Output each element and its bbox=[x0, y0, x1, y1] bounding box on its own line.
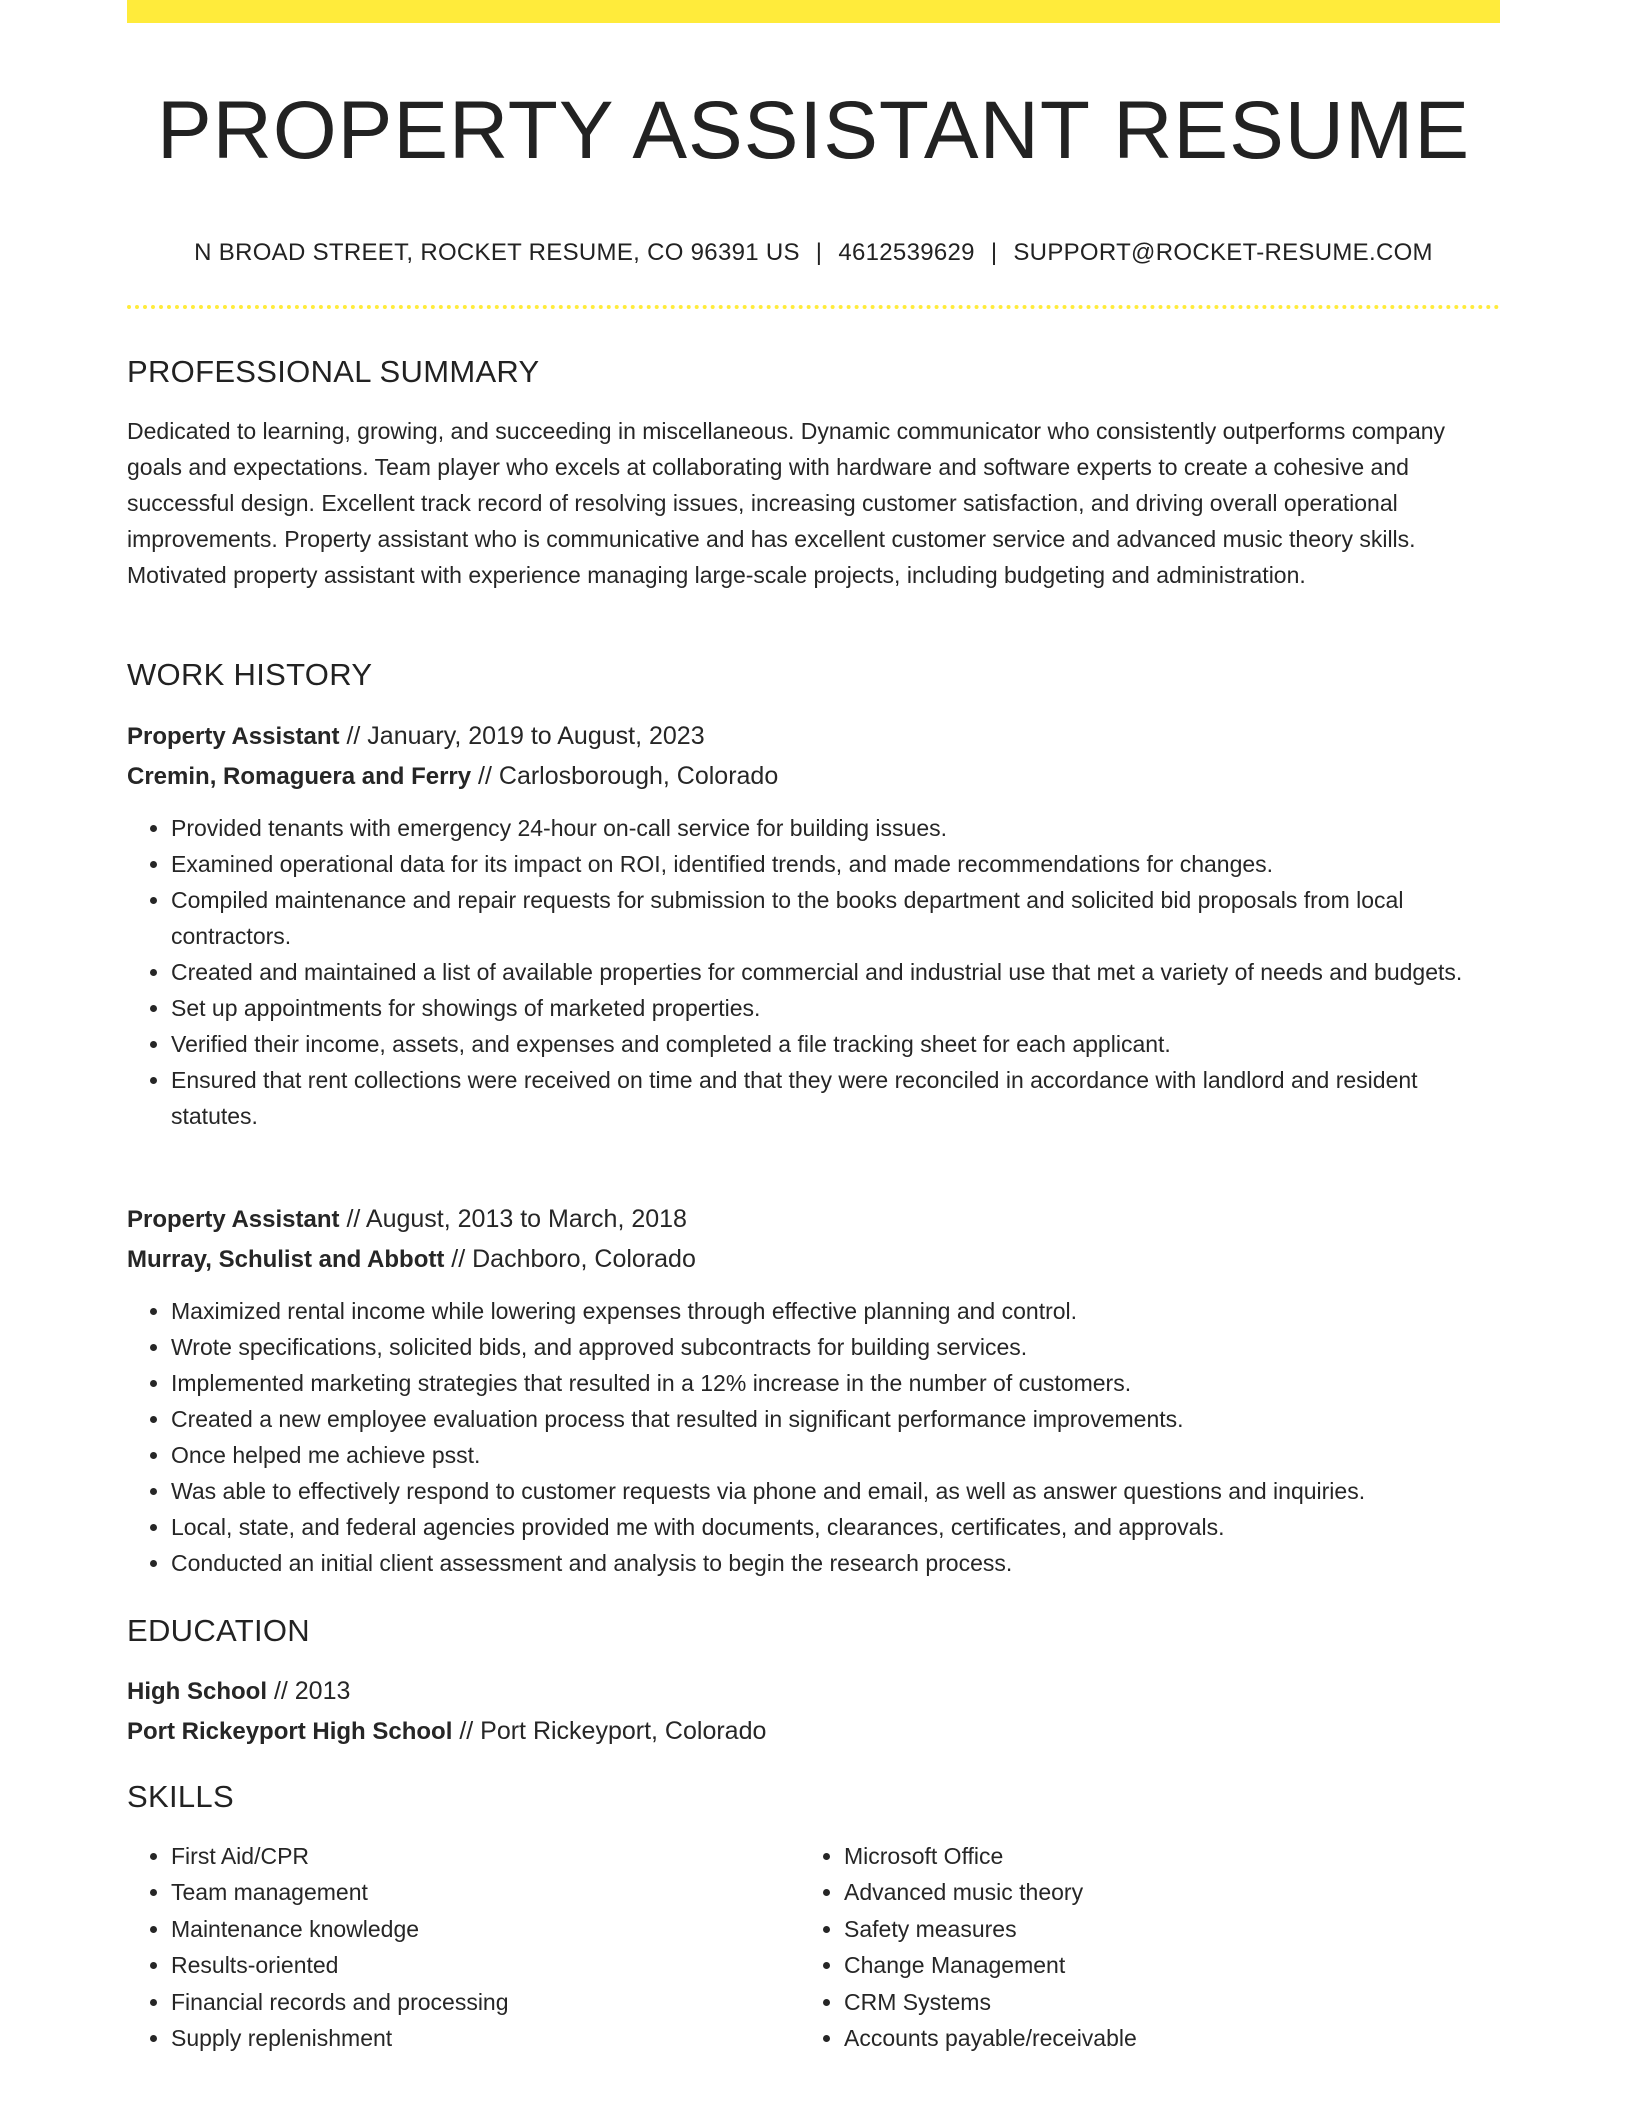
list-item: • Maximized rental income while lowering expenses through effective planning and control. bbox=[171, 1293, 1500, 1329]
list-item: • Verified their income, assets, and expenses and completed a file tracking sheet for each applicant. bbox=[171, 1026, 1500, 1062]
list-item: • Set up appointments for showings of marketed properties. bbox=[171, 990, 1500, 1026]
job-title: Property Assistant bbox=[127, 1206, 340, 1233]
list-item: • Examined operational data for its impact on ROI, identified trends, and made recommendations for changes. bbox=[171, 846, 1500, 882]
skill-item: • Advanced music theory bbox=[844, 1874, 1460, 1910]
education-school-line bbox=[127, 1711, 766, 1752]
contact-separator: | bbox=[990, 239, 998, 266]
resume-page bbox=[127, 0, 1500, 2052]
list-item: • Local, state, and federal agencies provided me with documents, clearances, certificates, and approvals. bbox=[171, 1509, 1500, 1545]
skill-item: • Safety measures bbox=[844, 1911, 1460, 1947]
contact-separator: | bbox=[815, 239, 823, 266]
job-title-line bbox=[127, 1199, 687, 1240]
education-location: // Port Rickeyport, Colorado bbox=[452, 1717, 767, 1745]
job-dates: // August, 2013 to March, 2018 bbox=[339, 1205, 687, 1233]
education-degree: High School bbox=[127, 1678, 267, 1705]
skill-item: • Accounts payable/receivable bbox=[844, 2020, 1460, 2056]
job-bullets bbox=[127, 810, 1500, 1134]
dotted-divider bbox=[127, 305, 1500, 309]
list-item: • Created and maintained a list of available properties for commercial and industrial use that met a variety of needs and budgets. bbox=[171, 954, 1500, 990]
skills-heading: SKILLS bbox=[127, 1779, 234, 1814]
job-company-line bbox=[127, 756, 778, 797]
job-title-line bbox=[127, 716, 705, 757]
contact-email: SUPPORT@ROCKET-RESUME.COM bbox=[1013, 239, 1433, 266]
resume-title: PROPERTY ASSISTANT RESUME bbox=[156, 85, 1471, 176]
job-location: // Dachboro, Colorado bbox=[444, 1245, 696, 1273]
list-item: • Once helped me achieve psst. bbox=[171, 1437, 1500, 1473]
list-item: • Wrote specifications, solicited bids, and approved subcontracts for building services. bbox=[171, 1329, 1500, 1365]
skill-item: • Supply replenishment bbox=[171, 2020, 787, 2056]
education-year: // 2013 bbox=[267, 1677, 351, 1705]
skills-list-right bbox=[800, 1838, 1460, 2056]
work-history-heading: WORK HISTORY bbox=[127, 657, 373, 692]
job-company: Cremin, Romaguera and Ferry bbox=[127, 763, 472, 790]
job-title: Property Assistant bbox=[127, 723, 340, 750]
skill-item: • Microsoft Office bbox=[844, 1838, 1460, 1874]
contact-phone: 4612539629 bbox=[838, 239, 975, 266]
job-dates: // January, 2019 to August, 2023 bbox=[339, 722, 705, 750]
skills-list-left bbox=[127, 1838, 787, 2056]
skill-item: • First Aid/CPR bbox=[171, 1838, 787, 1874]
skill-item: • CRM Systems bbox=[844, 1984, 1460, 2020]
skill-item: • Maintenance knowledge bbox=[171, 1911, 787, 1947]
list-item: • Created a new employee evaluation process that resulted in significant performance improvements. bbox=[171, 1401, 1500, 1437]
skill-item: • Change Management bbox=[844, 1947, 1460, 1983]
job-bullets bbox=[127, 1293, 1500, 1581]
skill-item: • Team management bbox=[171, 1874, 787, 1910]
education-degree-line bbox=[127, 1671, 350, 1712]
job-location: // Carlosborough, Colorado bbox=[471, 762, 779, 790]
list-item: • Conducted an initial client assessment and analysis to begin the research process. bbox=[171, 1545, 1500, 1581]
summary-heading: PROFESSIONAL SUMMARY bbox=[127, 354, 540, 389]
job-company: Murray, Schulist and Abbott bbox=[127, 1246, 445, 1273]
list-item: • Ensured that rent collections were received on time and that they were reconciled in accordance with landlord and resident statutes. bbox=[171, 1062, 1500, 1134]
skill-item: • Financial records and processing bbox=[171, 1984, 787, 2020]
list-item: • Implemented marketing strategies that resulted in a 12% increase in the number of customers. bbox=[171, 1365, 1500, 1401]
list-item: • Compiled maintenance and repair requests for submission to the books department and solicited bid proposals from local contractors. bbox=[171, 882, 1500, 954]
top-accent-bar bbox=[127, 0, 1500, 23]
summary-text: Dedicated to learning, growing, and succeeding in miscellaneous. Dynamic communicator who consistently outperforms company goals and expectations. Team player who excels at collaborating with hardware and software experts to create a cohesive and successful design. Excellent track record of resolving issues, increasing customer satisfaction, and driving overall operational improvements. Property assistant who is communicative and has excellent customer service and advanced music theory skills. Motivated property assistant with experience managing large-scale projects, including budgeting and administration. bbox=[127, 418, 1446, 588]
education-school: Port Rickeyport High School bbox=[127, 1718, 453, 1745]
education-heading: EDUCATION bbox=[127, 1613, 310, 1648]
job-company-line bbox=[127, 1239, 696, 1280]
contact-line bbox=[127, 236, 1500, 270]
contact-address: N BROAD STREET, ROCKET RESUME, CO 96391 US bbox=[194, 239, 800, 266]
list-item: • Provided tenants with emergency 24-hour on-call service for building issues. bbox=[171, 810, 1500, 846]
list-item: • Was able to effectively respond to customer requests via phone and email, as well as answer questions and inquiries. bbox=[171, 1473, 1500, 1509]
skill-item: • Results-oriented bbox=[171, 1947, 787, 1983]
